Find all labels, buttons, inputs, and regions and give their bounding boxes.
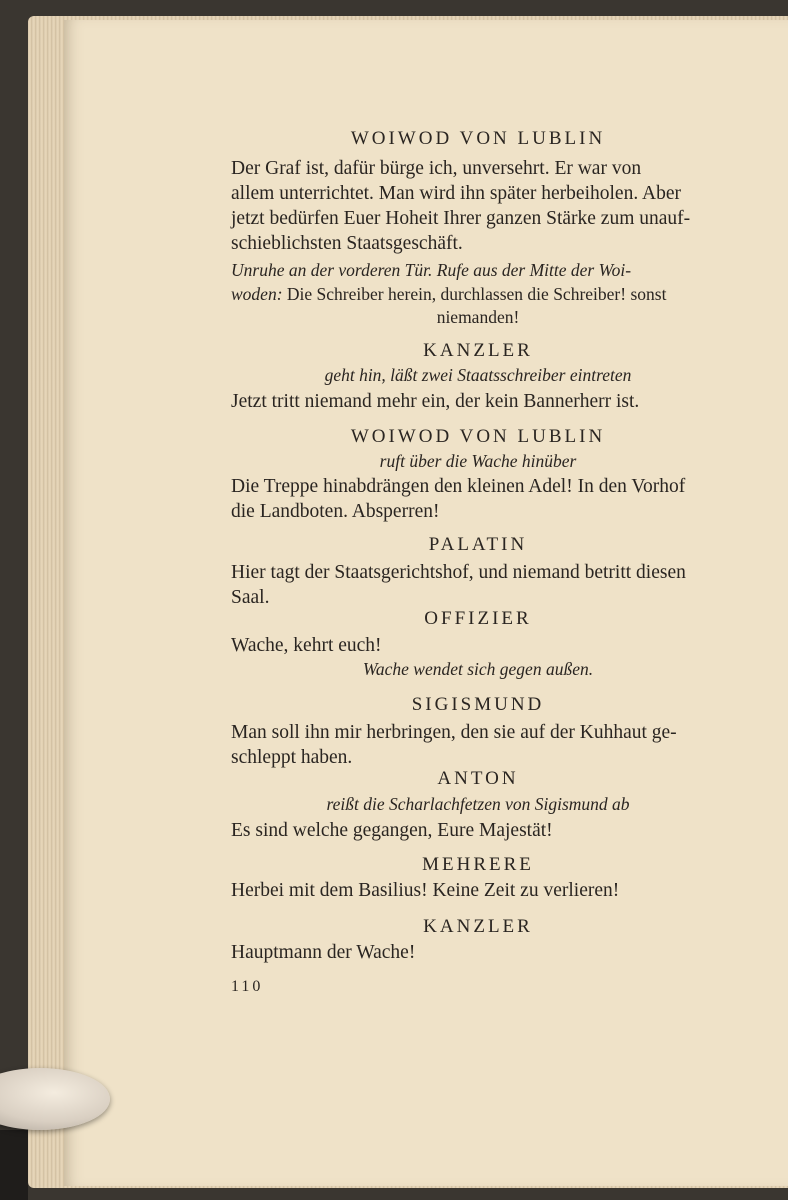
speaker-name: WOIWOD VON LUBLIN (350, 426, 606, 447)
stage-direction: Wache wendet sich gegen außen. (362, 659, 594, 679)
speaker-name: SIGISMUND (411, 694, 545, 715)
speech-line: Der Graf ist, dafür bürge ich, unversehrt. Er war von (231, 158, 642, 179)
speaker-name: WOIWOD VON LUBLIN (350, 128, 606, 149)
speech-line: Wache, kehrt euch! (231, 635, 382, 656)
stage-direction: niemanden! (436, 307, 520, 327)
speech-line: Herbei mit dem Basilius! Keine Zeit zu verlieren! (231, 880, 620, 901)
speech-line: die Landboten. Absperren! (231, 501, 440, 522)
stage-direction: reißt die Scharlachfetzen von Sigismund ab (326, 794, 630, 814)
speech-line: allem unterrichtet. Man wird ihn später herbeiholen. Aber (231, 183, 681, 204)
stage-direction-italic: Unruhe an der vorderen Tür. Rufe aus der Mitte der Woi- (231, 260, 632, 280)
speaker-name: MEHRERE (422, 854, 534, 875)
speech-line: Es sind welche gegangen, Eure Majestät! (231, 820, 553, 841)
speech-line: schieblichsten Staatsgeschäft. (231, 233, 463, 254)
stage-direction (231, 258, 725, 283)
speaker-name: PALATIN (428, 534, 528, 555)
stage-direction: geht hin, läßt zwei Staatsschreiber eintreten (324, 365, 632, 385)
speaker-name: OFFIZIER (424, 608, 532, 629)
speech-line: Man soll ihn mir herbringen, den sie auf der Kuhhaut ge- (231, 722, 677, 743)
speech-line: Die Treppe hinabdrängen den kleinen Adel! In den Vorhof (231, 476, 686, 497)
speech-line: Hier tagt der Staatsgerichtshof, und niemand betritt diesen (231, 562, 686, 583)
stage-direction: ruft über die Wache hinüber (379, 451, 577, 471)
speech-line: Hauptmann der Wache! (231, 942, 416, 963)
speech-line: jetzt bedürfen Euer Hoheit Ihrer ganzen Stärke zum unauf- (231, 208, 691, 229)
speaker-name: ANTON (437, 768, 519, 789)
speaker-name: KANZLER (423, 916, 533, 937)
stage-direction (231, 282, 725, 307)
page-number: 110 (231, 978, 264, 995)
dark-corner (0, 1130, 28, 1200)
speech-line: Jetzt tritt niemand mehr ein, der kein Bannerherr ist. (231, 391, 640, 412)
speech-line: Saal. (231, 587, 270, 608)
speaker-name: KANZLER (423, 340, 533, 361)
stage-direction-italic: woden: (231, 284, 283, 304)
stage-direction-roman: Die Schreiber herein, durchlassen die Schreiber! sonst (282, 284, 667, 304)
speech-line: schleppt haben. (231, 747, 353, 768)
